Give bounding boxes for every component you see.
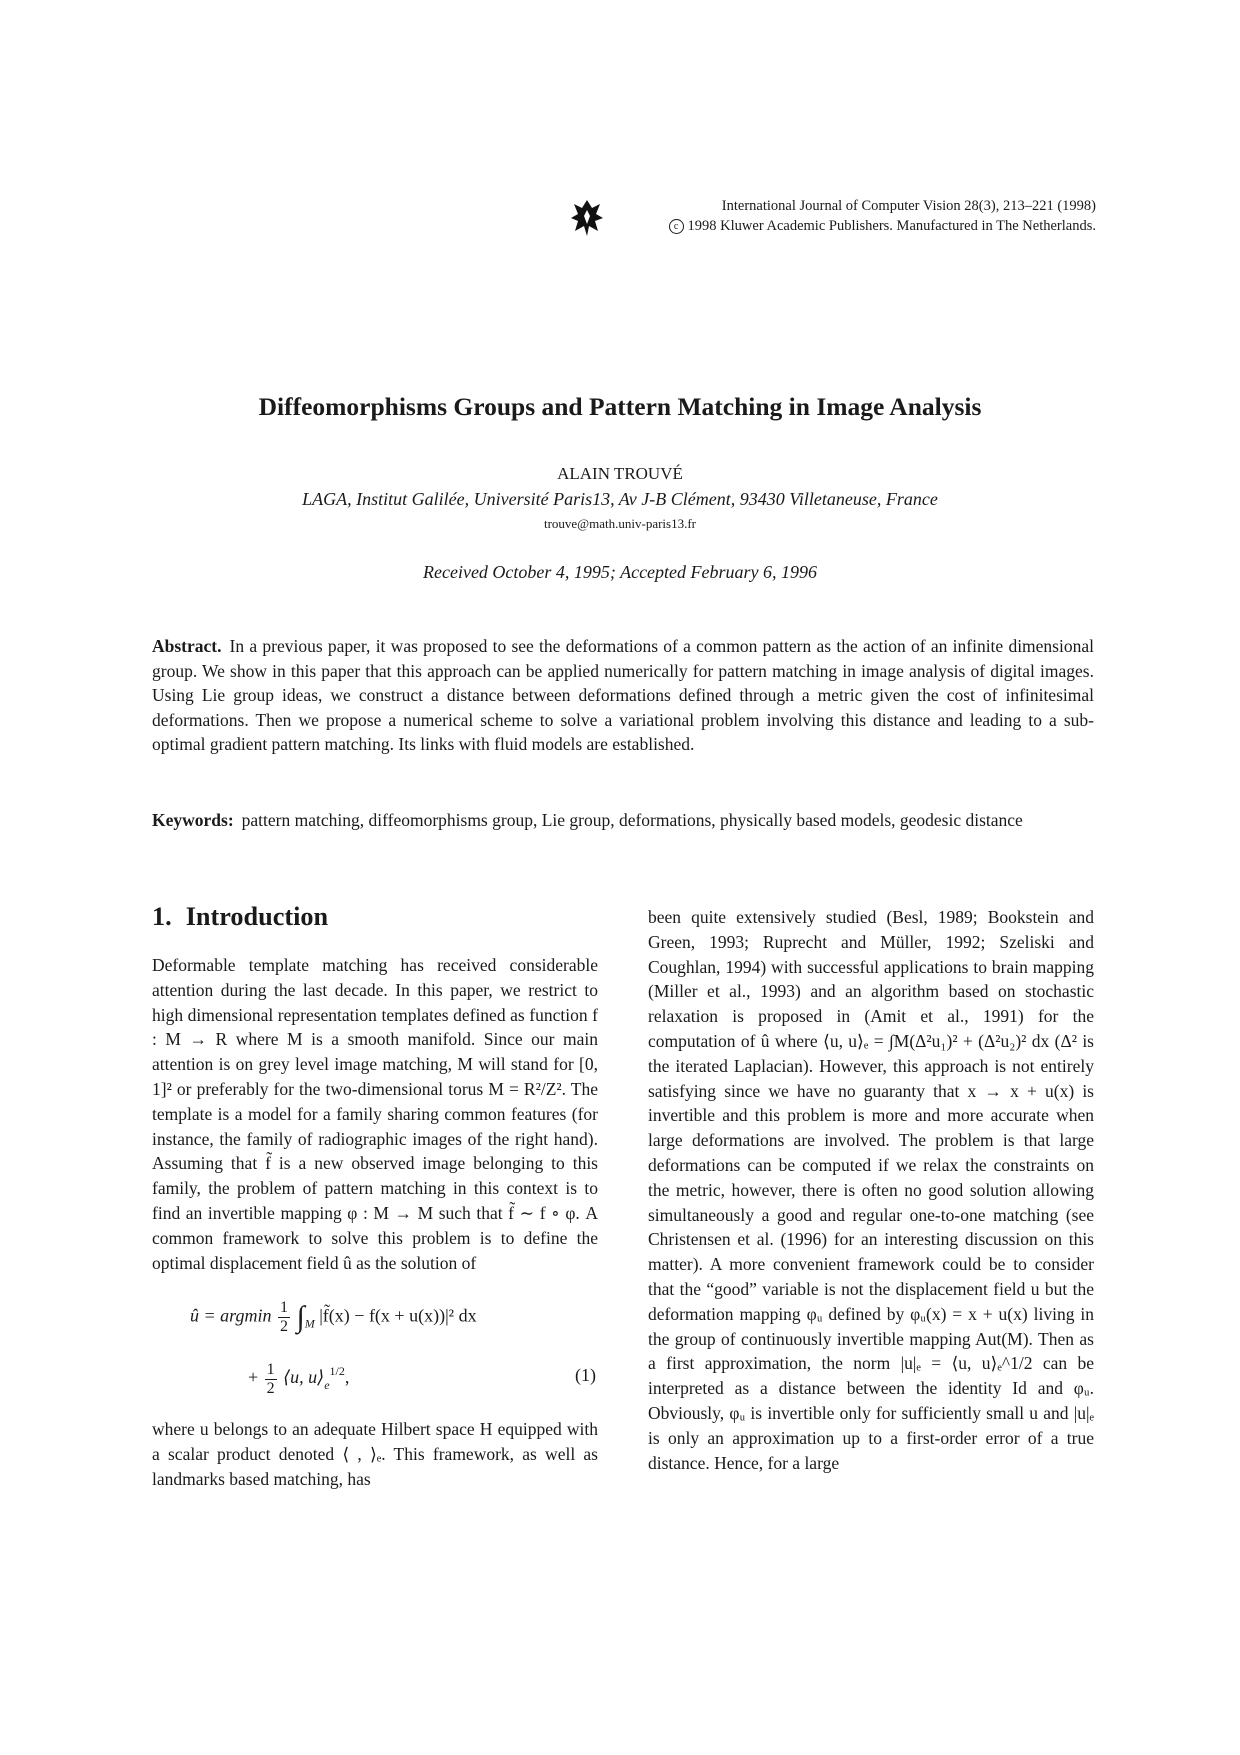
paper-title: Diffeomorphisms Groups and Pattern Matching in Image Analysis: [258, 392, 982, 421]
journal-header: [560, 196, 1096, 240]
keywords-label: Keywords:: [152, 810, 234, 830]
copyright-line: c 1998 Kluwer Academic Publishers. Manufactured in The Netherlands.: [669, 216, 1096, 236]
author-email: trouve@math.univ-paris13.fr: [543, 516, 697, 531]
equation-1: [152, 1289, 598, 1407]
section-heading: 1. Introduction: [152, 902, 329, 931]
abstract-label: Abstract.: [152, 636, 222, 656]
author-affiliation: LAGA, Institut Galilée, Université Paris13, Av J-B Clément, 93430 Villetaneuse, France: [302, 489, 938, 509]
abstract-text: In a previous paper, it was proposed to see the deformations of a common pattern as the action of an infinite dimensional group. We show in this paper that this approach can be applied numerically for pattern matching in image analysis of digital images. Using Lie group ideas, we construct a distance between deformations defined through a metric given the cost of infinitesimal deformations. Then we propose a numerical scheme to solve a variational problem involving this distance and leading to a sub-optimal gradient pattern matching. Its links with fluid models are established.: [152, 636, 1094, 754]
author-name: ALAIN TROUVÉ: [557, 464, 683, 483]
equation-number: (1): [575, 1365, 596, 1386]
abstract: [152, 634, 1094, 757]
intro-paragraph-2: where u belongs to an adequate Hilbert space H equipped with a scalar product denoted ⟨ , ⟩ₑ. This framework, as well as landmarks based matching, has: [152, 1419, 598, 1489]
intro-paragraph-1: Deformable template matching has received considerable attention during the last decade. In this paper, we restrict to high dimensional representation templates defined as function f : M → R where M is a smooth manifold. Since our main attention is on grey level image matching, M will stand for [0, 1]² or preferably for the two-dimensional torus M = R²/Z². The template is a model for a family sharing common features (for instance, the family of radiographic images of the right hand). Assuming that f̃ is a new observed image belonging to this family, the problem of pattern matching in this context is to find an invertible mapping φ : M → M such that f̃ ∼ f ∘ φ. A common framework to solve this problem is to define the optimal displacement field û as the solution of: [152, 955, 598, 1273]
keywords-text: pattern matching, diffeomorphisms group, Lie group, deformations, physically based models, geodesic distance: [241, 810, 1023, 830]
intro-paragraph-3: been quite extensively studied (Besl, 1989; Bookstein and Green, 1993; Ruprecht and Müller, 1992; Szeliski and Coughlan, 1994) with successful applications to brain mapping (Miller et al., 1993) and an algorithm based on stochastic relaxation is proposed in (Amit et al., 1991) for the computation of û where ⟨u, u⟩ₑ = ∫M(Δ²u₁)² + (Δ²u₂)² dx (Δ² is the iterated Laplacian). However, this approach is not entirely satisfying since we have no guaranty that x → x + u(x) is invertible and this problem is more and more accurate when large deformations are involved. The problem is that large deformations can be computed if we relax the constraints on the metric, however, there is often no good solution allowing simultaneously a good and regular one-to-one matching (see Christensen et al. (1996) for an interesting discussion on this matter). A more convenient framework could be to consider that the “good” variable is not the displacement field u but the deformation mapping φᵤ defined by φᵤ(x) = x + u(x) living in the group of continuously invertible mapping Aut(M). Then as a first approximation, the norm |u|ₑ = ⟨u, u⟩ₑ^1/2 can be interpreted as a distance between the identity Id and φᵤ. Obviously, φᵤ is invertible only for sufficiently small u and |u|ₑ is only an approximation up to a first-order error of a true distance. Hence, for a large: [648, 907, 1094, 1473]
right-column: [648, 905, 1094, 1475]
copyright-icon: c: [669, 219, 684, 234]
publisher-logo-icon: [570, 198, 604, 238]
received-accepted-dates: Received October 4, 1995; Accepted February 6, 1996: [422, 562, 818, 582]
keywords: [152, 808, 1094, 833]
journal-citation: International Journal of Computer Vision 28(3), 213–221 (1998): [721, 198, 1096, 214]
equation-line-1: û = argmin $\frac{1}{2}$ $\int_M$ |f̃(x) − f(x + u(x))|² dx: [190, 1299, 477, 1336]
left-column: [152, 902, 598, 1492]
equation-line-2: + $\frac{1}{2}$ ⟨u, $u⟩_e^{1/2}$,: [248, 1360, 350, 1397]
